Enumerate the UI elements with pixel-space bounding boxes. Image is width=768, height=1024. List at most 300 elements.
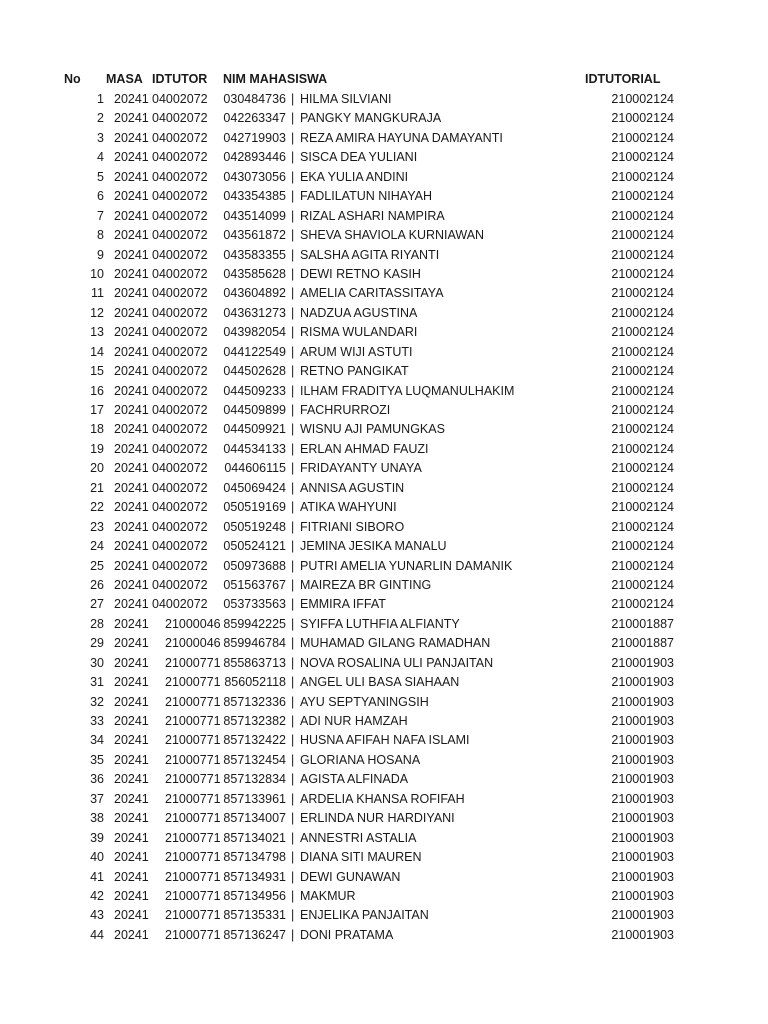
row-student-name: NADZUA AGUSTINA bbox=[300, 305, 418, 320]
table-row bbox=[0, 109, 768, 128]
row-idtutorial: 210001903 bbox=[611, 772, 674, 787]
row-student-name: RISMA WULANDARI bbox=[300, 325, 418, 340]
row-nim: 857136247 bbox=[223, 927, 286, 942]
header-masa: MASA bbox=[106, 72, 143, 86]
header-no: No bbox=[64, 72, 81, 86]
row-idtutor: 21000771 bbox=[165, 869, 221, 884]
row-masa: 20241 bbox=[114, 325, 149, 340]
row-no: 33 bbox=[90, 714, 104, 728]
row-idtutorial: 210001903 bbox=[611, 927, 674, 942]
row-no: 34 bbox=[90, 733, 104, 748]
table-row bbox=[0, 654, 768, 673]
table-row bbox=[0, 284, 768, 303]
row-student-name: ANNISA AGUSTIN bbox=[300, 480, 405, 495]
row-nim: 044606115 bbox=[224, 461, 286, 476]
row-student-name: AGISTA ALFINADA bbox=[300, 772, 409, 787]
row-nim: 857134007 bbox=[223, 811, 286, 826]
row-student-name: SALSHA AGITA RIYANTI bbox=[300, 247, 440, 262]
student-table bbox=[0, 68, 768, 945]
row-separator: | bbox=[291, 830, 295, 845]
row-student-name: ERLINDA NUR HARDIYANI bbox=[300, 811, 455, 826]
row-separator: | bbox=[291, 675, 295, 690]
row-idtutorial: 210002124 bbox=[611, 577, 674, 592]
row-no: 12 bbox=[90, 305, 104, 320]
table-row bbox=[0, 887, 768, 906]
row-student-name: SYIFFA LUTHFIA ALFIANTY bbox=[300, 616, 460, 631]
row-idtutorial: 210001903 bbox=[611, 733, 674, 748]
row-no: 3 bbox=[97, 130, 104, 145]
row-student-name: AYU SEPTYANINGSIH bbox=[300, 694, 429, 709]
row-idtutor: 21000771 bbox=[165, 752, 221, 767]
row-idtutor: 04002072 bbox=[152, 189, 208, 204]
row-no: 18 bbox=[90, 422, 104, 437]
row-nim: 042263347 bbox=[223, 111, 286, 126]
row-separator: | bbox=[291, 597, 295, 612]
row-idtutor: 04002072 bbox=[152, 461, 208, 476]
row-separator: | bbox=[291, 791, 295, 806]
row-idtutor: 04002072 bbox=[152, 383, 208, 398]
row-masa: 20241 bbox=[114, 461, 149, 476]
row-idtutorial: 210002124 bbox=[611, 383, 674, 398]
row-student-name: ATIKA WAHYUNI bbox=[300, 500, 397, 515]
row-nim: 051563767 bbox=[223, 577, 286, 592]
row-idtutor: 21000771 bbox=[165, 811, 221, 826]
row-student-name: RETNO PANGIKAT bbox=[300, 364, 409, 379]
table-row bbox=[0, 440, 768, 459]
row-idtutor: 04002072 bbox=[152, 266, 208, 281]
row-separator: | bbox=[291, 655, 295, 670]
row-masa: 20241 bbox=[114, 286, 149, 301]
row-nim: 856052118 bbox=[224, 675, 286, 690]
row-masa: 20241 bbox=[114, 266, 149, 281]
row-nim: 044509233 bbox=[223, 383, 286, 398]
row-no: 41 bbox=[90, 869, 104, 884]
row-idtutorial: 210001903 bbox=[611, 888, 674, 903]
table-row bbox=[0, 129, 768, 148]
row-student-name: ADI NUR HAMZAH bbox=[300, 714, 408, 728]
row-separator: | bbox=[291, 694, 295, 709]
row-student-name: ANNESTRI ASTALIA bbox=[300, 830, 417, 845]
row-nim: 043561872 bbox=[223, 228, 286, 243]
row-idtutorial: 210002124 bbox=[611, 169, 674, 184]
row-masa: 20241 bbox=[114, 500, 149, 515]
row-idtutorial: 210002124 bbox=[611, 422, 674, 437]
row-nim: 050973688 bbox=[223, 558, 286, 573]
table-row bbox=[0, 809, 768, 828]
table-row bbox=[0, 615, 768, 634]
row-idtutorial: 210002124 bbox=[611, 150, 674, 165]
row-separator: | bbox=[291, 558, 295, 573]
row-idtutor: 21000046 bbox=[165, 616, 221, 631]
row-idtutorial: 210001903 bbox=[611, 714, 674, 728]
row-idtutor: 04002072 bbox=[152, 111, 208, 126]
row-nim: 053733563 bbox=[223, 597, 286, 612]
row-student-name: RIZAL ASHARI NAMPIRA bbox=[300, 208, 445, 223]
row-student-name: PANGKY MANGKURAJA bbox=[300, 111, 442, 126]
row-student-name: ILHAM FRADITYA LUQMANULHAKIM bbox=[300, 383, 515, 398]
row-idtutorial: 210002124 bbox=[611, 403, 674, 417]
row-idtutorial: 210001887 bbox=[611, 636, 674, 651]
row-student-name: FADLILATUN NIHAYAH bbox=[300, 189, 432, 204]
row-nim: 043982054 bbox=[223, 325, 286, 340]
row-no: 21 bbox=[90, 480, 104, 495]
row-separator: | bbox=[291, 266, 295, 281]
row-separator: | bbox=[291, 869, 295, 884]
row-idtutorial: 210002124 bbox=[611, 92, 674, 106]
row-separator: | bbox=[291, 539, 295, 554]
row-separator: | bbox=[291, 208, 295, 223]
row-separator: | bbox=[291, 247, 295, 262]
row-no: 43 bbox=[90, 908, 104, 923]
row-idtutor: 21000046 bbox=[165, 636, 221, 651]
row-separator: | bbox=[291, 888, 295, 903]
row-no: 6 bbox=[97, 189, 104, 204]
row-masa: 20241 bbox=[114, 403, 149, 417]
row-separator: | bbox=[291, 927, 295, 942]
row-nim: 042719903 bbox=[223, 130, 286, 145]
row-idtutorial: 210002124 bbox=[611, 247, 674, 262]
row-masa: 20241 bbox=[114, 577, 149, 592]
row-student-name: NOVA ROSALINA ULI PANJAITAN bbox=[300, 655, 494, 670]
row-student-name: ERLAN AHMAD FAUZI bbox=[300, 441, 429, 456]
row-idtutorial: 210002124 bbox=[611, 130, 674, 145]
row-separator: | bbox=[291, 325, 295, 340]
row-idtutor: 21000771 bbox=[165, 850, 221, 865]
row-idtutorial: 210001903 bbox=[611, 850, 674, 865]
row-idtutor: 04002072 bbox=[152, 500, 208, 515]
row-idtutorial: 210002124 bbox=[611, 461, 674, 476]
row-no: 5 bbox=[97, 169, 104, 184]
row-separator: | bbox=[291, 422, 295, 437]
table-row bbox=[0, 401, 768, 420]
row-student-name: ARDELIA KHANSA ROFIFAH bbox=[300, 791, 465, 806]
row-no: 37 bbox=[90, 791, 104, 806]
row-masa: 20241 bbox=[114, 888, 149, 903]
row-idtutor: 04002072 bbox=[152, 208, 208, 223]
row-nim: 857132834 bbox=[223, 772, 286, 787]
row-idtutor: 21000771 bbox=[165, 791, 221, 806]
row-student-name: MUHAMAD GILANG RAMADHAN bbox=[300, 636, 491, 651]
table-row bbox=[0, 518, 768, 537]
row-idtutor: 04002072 bbox=[152, 422, 208, 437]
row-student-name: FACHRURROZI bbox=[300, 403, 391, 417]
row-no: 26 bbox=[90, 577, 104, 592]
row-nim: 857134956 bbox=[223, 888, 286, 903]
row-no: 29 bbox=[90, 636, 104, 651]
row-idtutorial: 210002124 bbox=[611, 441, 674, 456]
table-row bbox=[0, 712, 768, 731]
row-nim: 045069424 bbox=[223, 480, 286, 495]
row-masa: 20241 bbox=[114, 130, 149, 145]
row-no: 2 bbox=[97, 111, 104, 126]
row-separator: | bbox=[291, 616, 295, 631]
row-idtutor: 04002072 bbox=[152, 344, 208, 359]
row-nim: 857132336 bbox=[223, 694, 286, 709]
row-student-name: ANGEL ULI BASA SIAHAAN bbox=[300, 675, 460, 690]
row-masa: 20241 bbox=[114, 441, 149, 456]
row-idtutor: 04002072 bbox=[152, 325, 208, 340]
row-nim: 044122549 bbox=[223, 344, 286, 359]
row-no: 32 bbox=[90, 694, 104, 709]
row-student-name: HUSNA AFIFAH NAFA ISLAMI bbox=[300, 733, 470, 748]
row-separator: | bbox=[291, 811, 295, 826]
row-masa: 20241 bbox=[114, 189, 149, 204]
row-nim: 043073056 bbox=[223, 169, 286, 184]
row-masa: 20241 bbox=[114, 830, 149, 845]
row-idtutorial: 210001903 bbox=[611, 655, 674, 670]
row-masa: 20241 bbox=[114, 519, 149, 534]
row-idtutorial: 210002124 bbox=[611, 208, 674, 223]
table-row bbox=[0, 90, 768, 109]
row-masa: 20241 bbox=[114, 150, 149, 165]
row-separator: | bbox=[291, 305, 295, 320]
row-idtutor: 04002072 bbox=[152, 597, 208, 612]
row-idtutor: 04002072 bbox=[152, 286, 208, 301]
row-nim: 030484736 bbox=[223, 92, 286, 106]
row-no: 44 bbox=[90, 927, 104, 942]
table-row bbox=[0, 557, 768, 576]
row-no: 35 bbox=[90, 752, 104, 767]
row-separator: | bbox=[291, 772, 295, 787]
row-nim: 857134798 bbox=[223, 850, 286, 865]
row-separator: | bbox=[291, 636, 295, 651]
row-student-name: DONI PRATAMA bbox=[300, 927, 394, 942]
row-idtutor: 21000771 bbox=[165, 733, 221, 748]
row-idtutorial: 210001903 bbox=[611, 830, 674, 845]
row-student-name: MAIREZA BR GINTING bbox=[300, 577, 432, 592]
row-no: 15 bbox=[90, 364, 104, 379]
row-idtutorial: 210002124 bbox=[611, 228, 674, 243]
row-student-name: MAKMUR bbox=[300, 888, 356, 903]
row-separator: | bbox=[291, 500, 295, 515]
row-idtutor: 21000771 bbox=[165, 694, 221, 709]
row-student-name: EKA YULIA ANDINI bbox=[300, 169, 409, 184]
row-student-name: ARUM WIJI ASTUTI bbox=[300, 344, 413, 359]
row-idtutor: 04002072 bbox=[152, 150, 208, 165]
row-no: 20 bbox=[90, 461, 104, 476]
row-student-name: DEWI RETNO KASIH bbox=[300, 266, 421, 281]
row-idtutorial: 210002124 bbox=[611, 325, 674, 340]
row-idtutorial: 210002124 bbox=[611, 597, 674, 612]
row-no: 19 bbox=[90, 441, 104, 456]
table-row bbox=[0, 693, 768, 712]
row-nim: 044534133 bbox=[223, 441, 286, 456]
row-no: 22 bbox=[90, 500, 104, 515]
row-separator: | bbox=[291, 383, 295, 398]
row-separator: | bbox=[291, 519, 295, 534]
row-separator: | bbox=[291, 111, 295, 126]
row-masa: 20241 bbox=[114, 597, 149, 612]
row-masa: 20241 bbox=[114, 811, 149, 826]
table-row bbox=[0, 168, 768, 187]
row-no: 42 bbox=[90, 888, 104, 903]
row-no: 4 bbox=[97, 150, 104, 165]
row-masa: 20241 bbox=[114, 228, 149, 243]
row-no: 9 bbox=[97, 247, 104, 262]
row-masa: 20241 bbox=[114, 364, 149, 379]
table-header bbox=[0, 68, 768, 90]
row-idtutorial: 210002124 bbox=[611, 305, 674, 320]
row-no: 39 bbox=[90, 830, 104, 845]
row-idtutor: 04002072 bbox=[152, 519, 208, 534]
row-masa: 20241 bbox=[114, 208, 149, 223]
row-idtutor: 04002072 bbox=[152, 364, 208, 379]
table-row bbox=[0, 537, 768, 556]
row-no: 23 bbox=[90, 519, 104, 534]
row-separator: | bbox=[291, 169, 295, 184]
row-nim: 857134021 bbox=[223, 830, 286, 845]
table-row bbox=[0, 595, 768, 614]
row-masa: 20241 bbox=[114, 616, 149, 631]
row-masa: 20241 bbox=[114, 111, 149, 126]
row-student-name: SISCA DEA YULIANI bbox=[300, 150, 418, 165]
row-idtutor: 04002072 bbox=[152, 441, 208, 456]
row-masa: 20241 bbox=[114, 772, 149, 787]
row-no: 17 bbox=[90, 403, 104, 417]
row-student-name: FRIDAYANTY UNAYA bbox=[300, 461, 422, 476]
row-idtutorial: 210002124 bbox=[611, 539, 674, 554]
row-student-name: WISNU AJI PAMUNGKAS bbox=[300, 422, 445, 437]
row-nim: 042893446 bbox=[223, 150, 286, 165]
row-masa: 20241 bbox=[114, 791, 149, 806]
row-nim: 859942225 bbox=[223, 616, 286, 631]
row-idtutorial: 210002124 bbox=[611, 480, 674, 495]
table-row bbox=[0, 246, 768, 265]
row-idtutor: 21000771 bbox=[165, 675, 221, 690]
row-idtutorial: 210002124 bbox=[611, 344, 674, 359]
row-separator: | bbox=[291, 286, 295, 301]
row-no: 38 bbox=[90, 811, 104, 826]
table-row bbox=[0, 265, 768, 284]
row-idtutor: 04002072 bbox=[152, 577, 208, 592]
row-no: 25 bbox=[90, 558, 104, 573]
row-masa: 20241 bbox=[114, 850, 149, 865]
row-separator: | bbox=[291, 714, 295, 728]
row-masa: 20241 bbox=[114, 383, 149, 398]
row-idtutorial: 210002124 bbox=[611, 189, 674, 204]
row-no: 11 bbox=[91, 286, 104, 301]
row-idtutorial: 210001903 bbox=[611, 791, 674, 806]
row-masa: 20241 bbox=[114, 733, 149, 748]
row-nim: 857132382 bbox=[223, 714, 286, 728]
row-idtutor: 04002072 bbox=[152, 403, 208, 417]
row-idtutorial: 210002124 bbox=[611, 558, 674, 573]
row-idtutorial: 210002124 bbox=[611, 111, 674, 126]
table-row bbox=[0, 770, 768, 789]
row-separator: | bbox=[291, 189, 295, 204]
row-masa: 20241 bbox=[114, 480, 149, 495]
row-student-name: AMELIA CARITASSITAYA bbox=[300, 286, 444, 301]
row-nim: 857135331 bbox=[223, 908, 286, 923]
row-idtutorial: 210002124 bbox=[611, 364, 674, 379]
table-row bbox=[0, 323, 768, 342]
row-masa: 20241 bbox=[114, 92, 149, 106]
row-nim: 044509899 bbox=[223, 403, 286, 417]
row-nim: 043354385 bbox=[223, 189, 286, 204]
row-student-name: PUTRI AMELIA YUNARLIN DAMANIK bbox=[300, 558, 513, 573]
table-row bbox=[0, 790, 768, 809]
row-student-name: EMMIRA IFFAT bbox=[300, 597, 386, 612]
row-student-name: GLORIANA HOSANA bbox=[300, 752, 421, 767]
row-idtutor: 04002072 bbox=[152, 247, 208, 262]
row-nim: 043604892 bbox=[223, 286, 286, 301]
row-masa: 20241 bbox=[114, 169, 149, 184]
row-student-name: DEWI GUNAWAN bbox=[300, 869, 401, 884]
row-idtutor: 04002072 bbox=[152, 92, 208, 106]
row-nim: 050519169 bbox=[223, 500, 286, 515]
row-nim: 857132454 bbox=[223, 752, 286, 767]
row-no: 7 bbox=[97, 208, 104, 223]
row-separator: | bbox=[291, 733, 295, 748]
row-separator: | bbox=[291, 344, 295, 359]
row-student-name: FITRIANI SIBORO bbox=[300, 519, 405, 534]
row-idtutor: 21000771 bbox=[165, 655, 221, 670]
row-idtutor: 21000771 bbox=[165, 830, 221, 845]
row-no: 13 bbox=[90, 325, 104, 340]
row-no: 27 bbox=[90, 597, 104, 612]
table-row bbox=[0, 420, 768, 439]
header-idtutor: IDTUTOR bbox=[152, 72, 208, 86]
row-idtutor: 04002072 bbox=[152, 305, 208, 320]
table-row bbox=[0, 207, 768, 226]
row-no: 10 bbox=[90, 266, 104, 281]
row-masa: 20241 bbox=[114, 655, 149, 670]
row-idtutor: 21000771 bbox=[165, 888, 221, 903]
table-row bbox=[0, 148, 768, 167]
table-row bbox=[0, 926, 768, 945]
row-separator: | bbox=[291, 403, 295, 417]
row-idtutorial: 210001903 bbox=[611, 752, 674, 767]
row-idtutorial: 210001903 bbox=[611, 869, 674, 884]
row-nim: 855863713 bbox=[223, 655, 286, 670]
row-idtutorial: 210002124 bbox=[611, 266, 674, 281]
row-masa: 20241 bbox=[114, 539, 149, 554]
table-row bbox=[0, 382, 768, 401]
row-nim: 857132422 bbox=[223, 733, 286, 748]
row-separator: | bbox=[291, 228, 295, 243]
row-student-name: ENJELIKA PANJAITAN bbox=[300, 908, 429, 923]
row-nim: 050519248 bbox=[223, 519, 286, 534]
table-row bbox=[0, 479, 768, 498]
row-idtutor: 21000771 bbox=[165, 772, 221, 787]
row-nim: 043583355 bbox=[223, 247, 286, 262]
row-nim: 859946784 bbox=[223, 636, 286, 651]
row-no: 30 bbox=[90, 655, 104, 670]
row-separator: | bbox=[291, 577, 295, 592]
row-student-name: HILMA SILVIANI bbox=[300, 92, 392, 106]
row-student-name: DIANA SITI MAUREN bbox=[300, 850, 422, 865]
header-idtutorial: IDTUTORIAL bbox=[585, 72, 661, 86]
row-nim: 044509921 bbox=[223, 422, 286, 437]
row-idtutor: 21000771 bbox=[165, 908, 221, 923]
row-idtutor: 04002072 bbox=[152, 169, 208, 184]
row-masa: 20241 bbox=[114, 908, 149, 923]
row-masa: 20241 bbox=[114, 694, 149, 709]
header-nim-mahasiswa: NIM MAHASISWA bbox=[223, 72, 328, 86]
row-masa: 20241 bbox=[114, 927, 149, 942]
row-masa: 20241 bbox=[114, 422, 149, 437]
table-row bbox=[0, 362, 768, 381]
table-row bbox=[0, 187, 768, 206]
table-row bbox=[0, 751, 768, 770]
row-masa: 20241 bbox=[114, 675, 149, 690]
row-nim: 043631273 bbox=[223, 305, 286, 320]
row-separator: | bbox=[291, 130, 295, 145]
table-row bbox=[0, 498, 768, 517]
row-separator: | bbox=[291, 461, 295, 476]
row-masa: 20241 bbox=[114, 247, 149, 262]
row-separator: | bbox=[291, 850, 295, 865]
